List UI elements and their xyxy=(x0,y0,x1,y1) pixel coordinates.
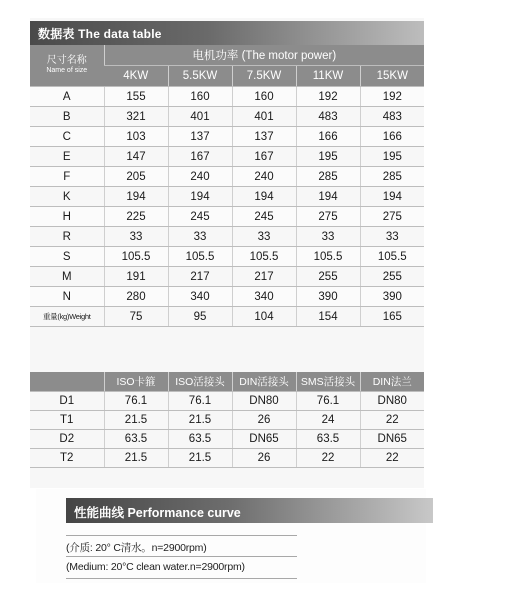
table-row xyxy=(30,392,424,411)
table-cell: 255 xyxy=(296,267,360,287)
table-row xyxy=(30,87,424,107)
condition-en: (Medium: 20°C clean water.n=2900rpm) xyxy=(66,561,245,573)
power-header-cell: 7.5KW xyxy=(232,66,296,87)
table-cell: 22 xyxy=(360,449,424,468)
table-cell: 194 xyxy=(360,187,424,207)
divider xyxy=(66,535,297,536)
table-cell: 33 xyxy=(104,227,168,247)
table-cell: 285 xyxy=(296,167,360,187)
table-cell: 21.5 xyxy=(104,449,168,468)
table-cell: 205 xyxy=(104,167,168,187)
table-cell: 194 xyxy=(104,187,168,207)
power-header-cell: 5.5KW xyxy=(168,66,232,87)
table-cell: 194 xyxy=(296,187,360,207)
table-cell: 33 xyxy=(296,227,360,247)
table-cell: 401 xyxy=(168,107,232,127)
table-cell: 137 xyxy=(168,127,232,147)
performance-title-bar xyxy=(66,498,433,523)
table-cell: 483 xyxy=(360,107,424,127)
table-row xyxy=(30,127,424,147)
table-cell: 105.5 xyxy=(168,247,232,267)
table-cell: 154 xyxy=(296,307,360,327)
size-name-header-zh: 尺寸名称 xyxy=(46,54,87,66)
table-cell: 245 xyxy=(232,207,296,227)
table-cell: 217 xyxy=(232,267,296,287)
connection-header-cell: SMS活接头 xyxy=(296,372,360,392)
table-cell: 22 xyxy=(360,411,424,430)
table-cell: 280 xyxy=(104,287,168,307)
data-table-body xyxy=(30,87,424,327)
table-cell: 76.1 xyxy=(104,392,168,411)
table-cell: 147 xyxy=(104,147,168,167)
table-cell: 75 xyxy=(104,307,168,327)
table-cell: 105.5 xyxy=(296,247,360,267)
data-table-title-bar xyxy=(30,21,424,45)
connection-table-header-row xyxy=(30,372,424,392)
performance-title: 性能曲线 Performance curve xyxy=(74,506,241,520)
power-header-cell: 4KW xyxy=(104,66,168,87)
table-cell: 26 xyxy=(232,411,296,430)
row-label: T2 xyxy=(30,449,104,468)
table-cell: 95 xyxy=(168,307,232,327)
table-cell: 483 xyxy=(296,107,360,127)
data-table-header-row-1 xyxy=(30,45,424,66)
connection-header-cell: ISO卡箍 xyxy=(104,372,168,392)
table-cell: 255 xyxy=(360,267,424,287)
table-cell: 21.5 xyxy=(104,411,168,430)
table-cell: 63.5 xyxy=(296,430,360,449)
connection-table xyxy=(30,372,424,468)
power-header-cell: 15KW xyxy=(360,66,424,87)
table-cell: 105.5 xyxy=(104,247,168,267)
table-cell: 103 xyxy=(104,127,168,147)
row-label: T1 xyxy=(30,411,104,430)
table-cell: 195 xyxy=(360,147,424,167)
table-row xyxy=(30,167,424,187)
table-cell: 105.5 xyxy=(360,247,424,267)
table-row xyxy=(30,449,424,468)
table-cell: 104 xyxy=(232,307,296,327)
row-label: D2 xyxy=(30,430,104,449)
table-cell: 160 xyxy=(168,87,232,107)
table-cell: 192 xyxy=(360,87,424,107)
row-label: S xyxy=(30,247,104,267)
table-cell: 22 xyxy=(296,449,360,468)
table-cell: 195 xyxy=(296,147,360,167)
data-table-title: 数据表 The data table xyxy=(38,27,162,41)
table-cell: 390 xyxy=(360,287,424,307)
connection-header-cell: ISO活接头 xyxy=(168,372,232,392)
condition-zh: (介质: 20° C清水。n=2900rpm) xyxy=(66,542,207,554)
table-cell: 275 xyxy=(296,207,360,227)
table-cell: 321 xyxy=(104,107,168,127)
table-row xyxy=(30,307,424,327)
table-cell: 167 xyxy=(168,147,232,167)
row-label: H xyxy=(30,207,104,227)
table-cell: DN80 xyxy=(232,392,296,411)
row-label: D1 xyxy=(30,392,104,411)
table-row xyxy=(30,147,424,167)
motor-power-header: 电机功率 (The motor power) xyxy=(104,45,424,66)
table-cell: 167 xyxy=(232,147,296,167)
row-label: 重量(kg)Weight xyxy=(30,307,104,327)
table-cell: 245 xyxy=(168,207,232,227)
connection-header-cell: DIN法兰 xyxy=(360,372,424,392)
table-row xyxy=(30,430,424,449)
table-cell: 21.5 xyxy=(168,449,232,468)
table-cell: 21.5 xyxy=(168,411,232,430)
table-row xyxy=(30,187,424,207)
power-header-cell: 11KW xyxy=(296,66,360,87)
table-cell: 401 xyxy=(232,107,296,127)
row-label: R xyxy=(30,227,104,247)
data-table xyxy=(30,45,424,327)
table-cell: 340 xyxy=(168,287,232,307)
connection-header-cell xyxy=(30,372,104,392)
table-cell: 63.5 xyxy=(104,430,168,449)
table-cell: 390 xyxy=(296,287,360,307)
table-cell: 191 xyxy=(104,267,168,287)
table-cell: 33 xyxy=(360,227,424,247)
table-cell: 240 xyxy=(168,167,232,187)
table-cell: 76.1 xyxy=(168,392,232,411)
table-cell: 166 xyxy=(360,127,424,147)
row-label: B xyxy=(30,107,104,127)
table-cell: 194 xyxy=(232,187,296,207)
table-cell: 240 xyxy=(232,167,296,187)
table-row xyxy=(30,267,424,287)
row-label: M xyxy=(30,267,104,287)
table-cell: 76.1 xyxy=(296,392,360,411)
table-cell: 105.5 xyxy=(232,247,296,267)
table-row xyxy=(30,227,424,247)
table-cell: DN65 xyxy=(360,430,424,449)
table-cell: 166 xyxy=(296,127,360,147)
connection-header-cell: DIN活接头 xyxy=(232,372,296,392)
size-name-header-en: Name of size xyxy=(46,66,88,74)
table-cell: 217 xyxy=(168,267,232,287)
table-cell: 285 xyxy=(360,167,424,187)
table-cell: 155 xyxy=(104,87,168,107)
row-label: A xyxy=(30,87,104,107)
table-cell: 33 xyxy=(168,227,232,247)
divider xyxy=(66,578,297,579)
row-label: E xyxy=(30,147,104,167)
row-label: F xyxy=(30,167,104,187)
table-cell: 225 xyxy=(104,207,168,227)
divider xyxy=(66,556,297,557)
table-cell: 160 xyxy=(232,87,296,107)
table-cell: 26 xyxy=(232,449,296,468)
table-row xyxy=(30,247,424,267)
table-row xyxy=(30,207,424,227)
size-name-header xyxy=(30,45,104,87)
table-cell: 165 xyxy=(360,307,424,327)
connection-table-body xyxy=(30,392,424,468)
table-row xyxy=(30,287,424,307)
table-cell: DN80 xyxy=(360,392,424,411)
table-cell: 137 xyxy=(232,127,296,147)
table-cell: 340 xyxy=(232,287,296,307)
table-cell: DN65 xyxy=(232,430,296,449)
table-cell: 194 xyxy=(168,187,232,207)
row-label: K xyxy=(30,187,104,207)
table-cell: 24 xyxy=(296,411,360,430)
table-cell: 275 xyxy=(360,207,424,227)
row-label: N xyxy=(30,287,104,307)
table-cell: 192 xyxy=(296,87,360,107)
table-cell: 63.5 xyxy=(168,430,232,449)
table-cell: 33 xyxy=(232,227,296,247)
table-row xyxy=(30,411,424,430)
row-label: C xyxy=(30,127,104,147)
table-row xyxy=(30,107,424,127)
